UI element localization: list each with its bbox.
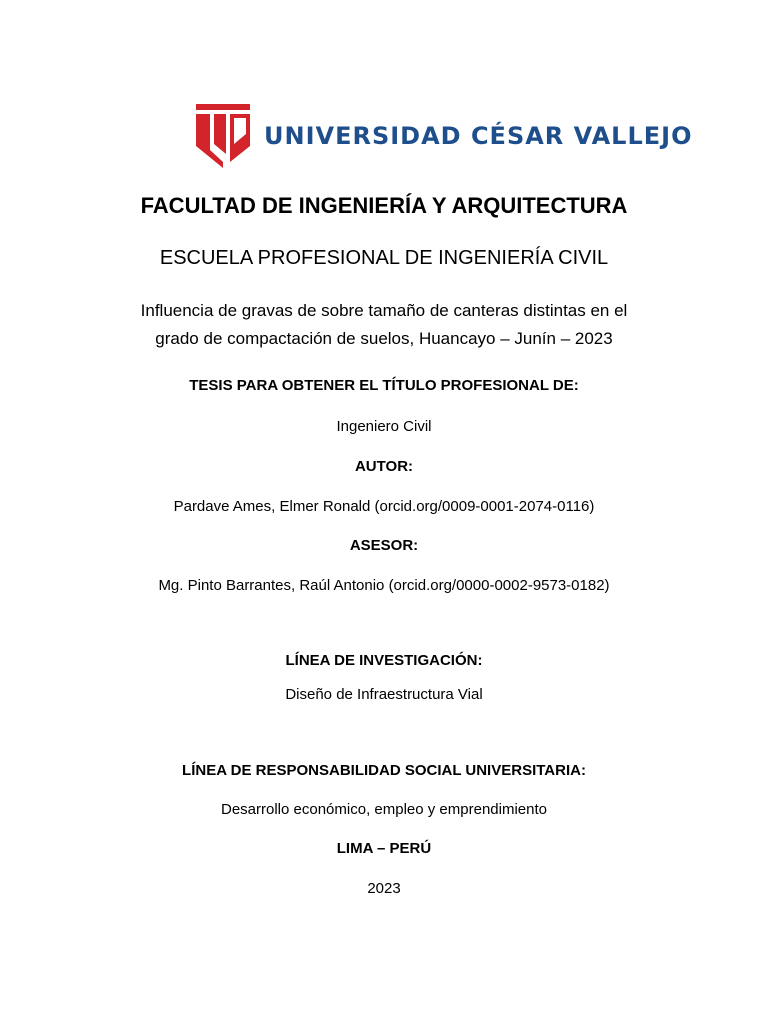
thesis-title-line-1: Influencia de gravas de sobre tamaño de canteras distintas en el — [140, 301, 628, 320]
place: LIMA – PERÚ — [336, 840, 432, 857]
author-name: Pardave Ames, Elmer Ronald (orcid.org/0009-0001-2074-0116) — [173, 498, 595, 515]
social-responsibility-value: Desarrollo económico, empleo y emprendimiento — [221, 801, 547, 818]
advisor-name: Mg. Pinto Barrantes, Raúl Antonio (orcid.org/0000-0002-9573-0182) — [158, 577, 610, 594]
university-logo — [196, 100, 693, 172]
school-heading: ESCUELA PROFESIONAL DE INGENIERÍA CIVIL — [159, 247, 609, 269]
year: 2023 — [367, 880, 401, 897]
author-label: AUTOR: — [354, 458, 414, 475]
social-responsibility-label: LÍNEA DE RESPONSABILIDAD SOCIAL UNIVERSITARIA: — [182, 762, 586, 779]
faculty-heading: FACULTAD DE INGENIERÍA Y ARQUITECTURA — [140, 193, 628, 218]
thesis-title — [0, 297, 768, 353]
university-shield-icon — [196, 104, 250, 168]
research-line-label: LÍNEA DE INVESTIGACIÓN: — [285, 652, 483, 669]
university-name: UNIVERSIDAD CÉSAR VALLEJO — [264, 122, 693, 150]
thesis-title-line-2: grado de compactación de suelos, Huancayo – Junín – 2023 — [155, 329, 613, 348]
research-line-value: Diseño de Infraestructura Vial — [285, 686, 483, 703]
degree-name: Ingeniero Civil — [336, 418, 432, 435]
thesis-purpose-label: TESIS PARA OBTENER EL TÍTULO PROFESIONAL DE: — [189, 377, 579, 394]
advisor-label: ASESOR: — [349, 537, 419, 554]
